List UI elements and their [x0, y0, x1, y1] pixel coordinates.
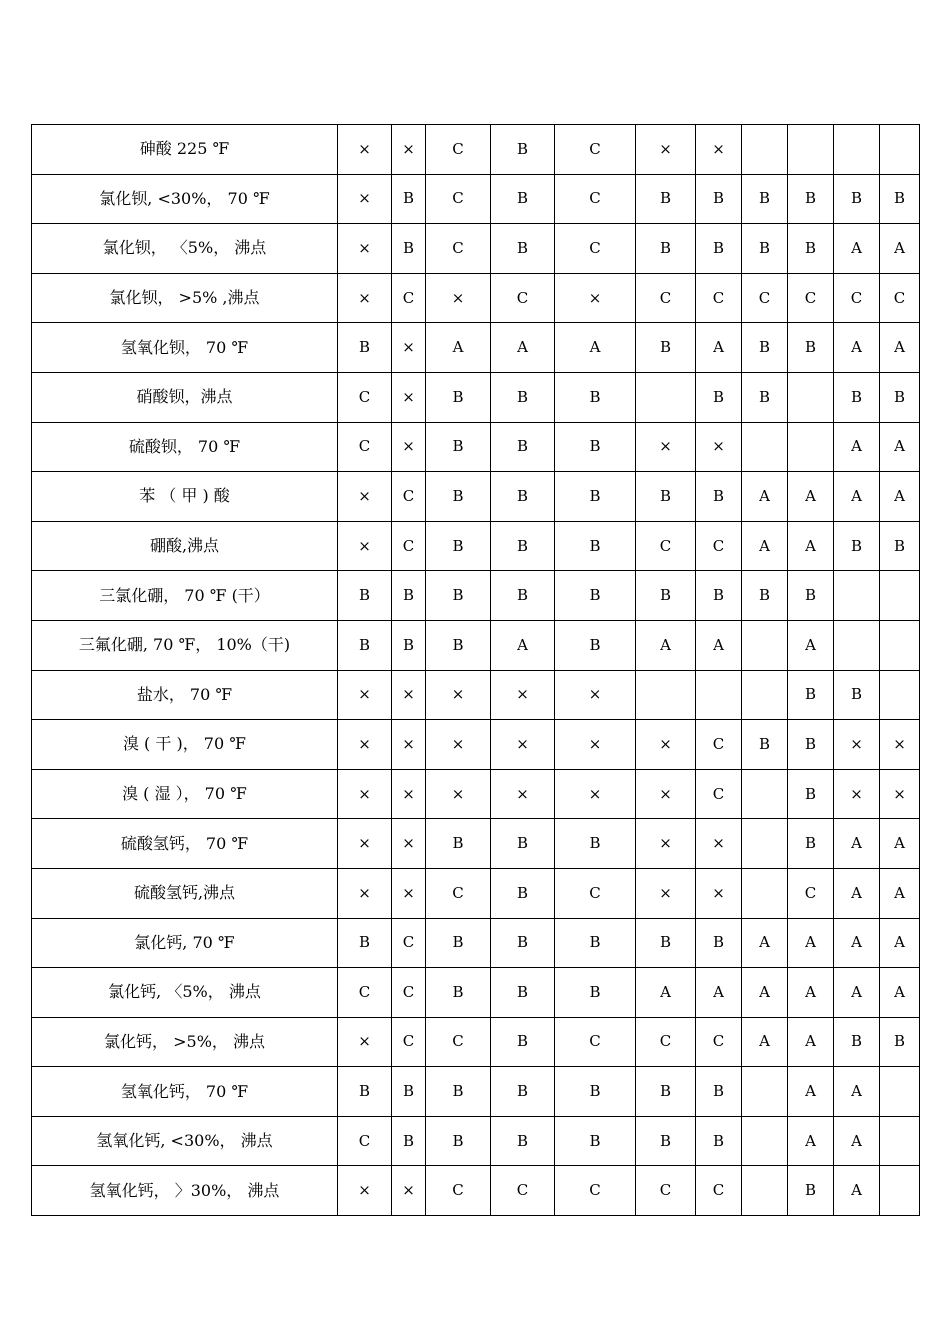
rating-cell	[742, 125, 788, 175]
rating-cell: C	[338, 1116, 392, 1166]
table-row	[32, 868, 920, 918]
rating-cell: B	[491, 1116, 555, 1166]
rating-cell: B	[426, 472, 491, 522]
rating-cell: B	[636, 323, 696, 373]
chemical-name-cell: 氢氧化钙, <30%， 沸点	[32, 1116, 338, 1166]
rating-cell: ×	[555, 273, 636, 323]
rating-cell: A	[491, 620, 555, 670]
rating-cell: B	[696, 918, 742, 968]
rating-cell: ×	[426, 670, 491, 720]
rating-cell: B	[555, 918, 636, 968]
rating-cell: ×	[636, 720, 696, 770]
rating-cell: C	[491, 1166, 555, 1216]
rating-cell	[742, 1116, 788, 1166]
rating-cell: B	[880, 521, 920, 571]
rating-cell: A	[834, 422, 880, 472]
rating-cell: B	[392, 620, 426, 670]
chemical-name-cell: 溴 ( 湿 ）， 70 ℉	[32, 769, 338, 819]
rating-cell: ×	[426, 769, 491, 819]
rating-cell	[742, 1067, 788, 1117]
rating-cell: A	[834, 918, 880, 968]
rating-cell: B	[555, 1067, 636, 1117]
rating-cell: B	[636, 224, 696, 274]
rating-cell: B	[636, 174, 696, 224]
rating-cell: B	[491, 1067, 555, 1117]
rating-cell: ×	[338, 1017, 392, 1067]
rating-cell: ×	[392, 868, 426, 918]
rating-cell: ×	[636, 125, 696, 175]
rating-cell	[880, 1067, 920, 1117]
rating-cell: B	[788, 819, 834, 869]
rating-cell: B	[555, 571, 636, 621]
rating-cell: ×	[392, 819, 426, 869]
chemical-name-cell: 氯化钙, 〈5%， 沸点	[32, 968, 338, 1018]
rating-cell	[742, 868, 788, 918]
rating-cell: ×	[696, 125, 742, 175]
rating-cell	[742, 819, 788, 869]
table-row	[32, 1067, 920, 1117]
rating-cell: A	[555, 323, 636, 373]
rating-cell: B	[491, 819, 555, 869]
chemical-name-cell: 硫酸钡， 70 ℉	[32, 422, 338, 472]
rating-cell	[788, 125, 834, 175]
rating-cell: B	[696, 571, 742, 621]
rating-cell	[742, 769, 788, 819]
rating-cell: ×	[426, 273, 491, 323]
rating-cell: ×	[880, 720, 920, 770]
rating-cell: B	[636, 1116, 696, 1166]
rating-cell: ×	[392, 323, 426, 373]
table-row	[32, 670, 920, 720]
table-row	[32, 323, 920, 373]
rating-cell: C	[555, 868, 636, 918]
rating-cell: B	[880, 372, 920, 422]
rating-cell: B	[636, 918, 696, 968]
rating-cell: A	[834, 323, 880, 373]
rating-cell: C	[636, 1166, 696, 1216]
rating-cell: B	[788, 769, 834, 819]
rating-cell: A	[742, 1017, 788, 1067]
rating-cell: B	[491, 1017, 555, 1067]
rating-cell	[880, 1116, 920, 1166]
rating-cell: B	[696, 1116, 742, 1166]
rating-cell: B	[491, 868, 555, 918]
rating-cell	[788, 372, 834, 422]
rating-cell: A	[696, 323, 742, 373]
chemical-name-cell: 硼酸,沸点	[32, 521, 338, 571]
rating-cell: B	[491, 174, 555, 224]
rating-cell: A	[788, 1116, 834, 1166]
rating-cell: ×	[392, 670, 426, 720]
rating-cell: B	[880, 174, 920, 224]
rating-cell: B	[636, 571, 696, 621]
rating-cell	[834, 125, 880, 175]
rating-cell: B	[491, 125, 555, 175]
rating-cell: ×	[555, 670, 636, 720]
rating-cell: B	[426, 819, 491, 869]
rating-cell: A	[636, 620, 696, 670]
rating-cell: ×	[392, 422, 426, 472]
rating-cell	[742, 1166, 788, 1216]
rating-cell: B	[742, 720, 788, 770]
rating-cell: A	[834, 224, 880, 274]
rating-cell: B	[338, 323, 392, 373]
rating-cell: C	[392, 521, 426, 571]
rating-cell	[742, 422, 788, 472]
rating-cell: B	[742, 323, 788, 373]
rating-cell: A	[788, 620, 834, 670]
rating-cell: C	[555, 1166, 636, 1216]
rating-cell: C	[696, 273, 742, 323]
rating-cell: C	[338, 968, 392, 1018]
rating-cell: A	[426, 323, 491, 373]
rating-cell: A	[636, 968, 696, 1018]
rating-cell: A	[788, 521, 834, 571]
rating-cell: B	[880, 1017, 920, 1067]
rating-cell: A	[880, 472, 920, 522]
rating-cell: ×	[696, 422, 742, 472]
chemical-name-cell: 氯化钡, <30%， 70 ℉	[32, 174, 338, 224]
rating-cell: B	[392, 1067, 426, 1117]
table-row	[32, 918, 920, 968]
rating-cell: ×	[834, 720, 880, 770]
rating-cell: ×	[426, 720, 491, 770]
rating-cell: ×	[338, 670, 392, 720]
rating-cell: B	[788, 571, 834, 621]
rating-cell: C	[338, 422, 392, 472]
rating-cell	[696, 670, 742, 720]
rating-cell: ×	[636, 422, 696, 472]
chemical-name-cell: 氯化钡， 〈5%， 沸点	[32, 224, 338, 274]
rating-cell: B	[338, 1067, 392, 1117]
rating-cell: A	[742, 918, 788, 968]
table-row	[32, 372, 920, 422]
rating-cell: ×	[338, 868, 392, 918]
rating-cell: ×	[696, 819, 742, 869]
rating-cell: B	[338, 571, 392, 621]
table-row	[32, 720, 920, 770]
rating-cell: C	[392, 1017, 426, 1067]
rating-cell: B	[834, 670, 880, 720]
chemical-name-cell: 硫酸氢钙,沸点	[32, 868, 338, 918]
rating-cell	[834, 571, 880, 621]
chemical-name-cell: 氯化钙, 70 ℉	[32, 918, 338, 968]
rating-cell: C	[636, 273, 696, 323]
rating-cell: B	[555, 521, 636, 571]
rating-cell: A	[880, 868, 920, 918]
rating-cell: B	[788, 323, 834, 373]
rating-cell: B	[788, 720, 834, 770]
rating-cell: B	[426, 571, 491, 621]
rating-cell: B	[834, 521, 880, 571]
rating-cell: A	[742, 472, 788, 522]
rating-cell	[788, 422, 834, 472]
rating-cell: ×	[491, 670, 555, 720]
rating-cell: C	[392, 918, 426, 968]
chemical-name-cell: 溴 ( 干 )， 70 ℉	[32, 720, 338, 770]
rating-cell: C	[426, 125, 491, 175]
rating-cell: B	[742, 372, 788, 422]
rating-cell: C	[392, 968, 426, 1018]
rating-cell: ×	[636, 819, 696, 869]
rating-cell: B	[788, 1166, 834, 1216]
rating-cell: ×	[392, 372, 426, 422]
rating-cell: B	[696, 224, 742, 274]
rating-cell: B	[491, 372, 555, 422]
rating-cell: C	[392, 472, 426, 522]
rating-cell: C	[555, 125, 636, 175]
rating-cell: C	[426, 1017, 491, 1067]
rating-cell: B	[491, 224, 555, 274]
rating-cell: B	[696, 472, 742, 522]
rating-cell: C	[636, 521, 696, 571]
chemical-name-cell: 盐水， 70 ℉	[32, 670, 338, 720]
rating-cell: A	[880, 224, 920, 274]
rating-cell: A	[491, 323, 555, 373]
rating-cell: C	[696, 1017, 742, 1067]
rating-cell: ×	[834, 769, 880, 819]
chemical-name-cell: 苯 （ 甲 ) 酸	[32, 472, 338, 522]
rating-cell: ×	[555, 769, 636, 819]
rating-cell: B	[426, 521, 491, 571]
rating-cell: B	[338, 620, 392, 670]
rating-cell: B	[426, 422, 491, 472]
rating-cell: C	[491, 273, 555, 323]
table-row	[32, 174, 920, 224]
rating-cell: C	[426, 1166, 491, 1216]
rating-cell: B	[426, 918, 491, 968]
chemical-name-cell: 硝酸钡，沸点	[32, 372, 338, 422]
rating-cell: C	[426, 868, 491, 918]
rating-cell: A	[834, 1166, 880, 1216]
table-row	[32, 273, 920, 323]
rating-cell	[636, 372, 696, 422]
rating-cell: B	[555, 620, 636, 670]
rating-cell: C	[880, 273, 920, 323]
rating-cell: ×	[338, 1166, 392, 1216]
rating-cell: ×	[338, 720, 392, 770]
rating-cell: A	[834, 472, 880, 522]
rating-cell: B	[788, 224, 834, 274]
rating-cell: ×	[392, 125, 426, 175]
rating-cell: B	[491, 521, 555, 571]
rating-cell: ×	[880, 769, 920, 819]
rating-cell: B	[636, 472, 696, 522]
rating-cell: A	[742, 521, 788, 571]
rating-cell: C	[392, 273, 426, 323]
rating-cell: A	[880, 968, 920, 1018]
rating-cell: B	[491, 968, 555, 1018]
rating-cell: C	[788, 273, 834, 323]
rating-cell: A	[788, 918, 834, 968]
rating-cell: ×	[491, 720, 555, 770]
table-row	[32, 422, 920, 472]
rating-cell: A	[742, 968, 788, 1018]
rating-cell: B	[788, 670, 834, 720]
rating-cell: B	[636, 1067, 696, 1117]
rating-cell: B	[555, 472, 636, 522]
rating-cell: A	[788, 1067, 834, 1117]
rating-cell	[880, 571, 920, 621]
table-body	[32, 125, 920, 1216]
rating-cell: A	[834, 1116, 880, 1166]
rating-cell: B	[742, 224, 788, 274]
rating-cell: A	[834, 819, 880, 869]
rating-cell: ×	[392, 769, 426, 819]
rating-cell: B	[555, 968, 636, 1018]
chemical-name-cell: 氯化钡， >5% ,沸点	[32, 273, 338, 323]
rating-cell: ×	[338, 769, 392, 819]
chemical-name-cell: 氢氧化钡， 70 ℉	[32, 323, 338, 373]
table-row	[32, 819, 920, 869]
rating-cell: ×	[338, 125, 392, 175]
rating-cell: B	[834, 174, 880, 224]
rating-cell: ×	[338, 472, 392, 522]
rating-cell: A	[880, 422, 920, 472]
rating-cell: ×	[555, 720, 636, 770]
rating-cell: A	[880, 819, 920, 869]
rating-cell: ×	[338, 224, 392, 274]
rating-cell: C	[696, 521, 742, 571]
table-row	[32, 968, 920, 1018]
rating-cell: B	[392, 571, 426, 621]
rating-cell	[880, 670, 920, 720]
chemical-name-cell: 氯化钙， >5%， 沸点	[32, 1017, 338, 1067]
chemical-name-cell: 硫酸氢钙， 70 ℉	[32, 819, 338, 869]
rating-cell: ×	[338, 521, 392, 571]
rating-cell	[880, 125, 920, 175]
rating-cell: B	[392, 174, 426, 224]
rating-cell: B	[696, 174, 742, 224]
table-row	[32, 1166, 920, 1216]
rating-cell	[880, 1166, 920, 1216]
rating-cell: C	[555, 1017, 636, 1067]
table-row	[32, 1116, 920, 1166]
rating-cell: ×	[338, 819, 392, 869]
corrosion-resistance-table	[31, 124, 920, 1216]
rating-cell: B	[742, 174, 788, 224]
rating-cell	[636, 670, 696, 720]
rating-cell: A	[834, 968, 880, 1018]
rating-cell: B	[491, 918, 555, 968]
chemical-name-cell: 三氯化硼， 70 ℉ (干）	[32, 571, 338, 621]
rating-cell: A	[834, 868, 880, 918]
rating-cell: C	[426, 224, 491, 274]
rating-cell: B	[392, 1116, 426, 1166]
table-row	[32, 125, 920, 175]
rating-cell: B	[555, 372, 636, 422]
rating-cell: B	[426, 372, 491, 422]
rating-cell: B	[426, 1116, 491, 1166]
rating-cell: A	[788, 1017, 834, 1067]
rating-cell: A	[788, 472, 834, 522]
rating-cell: B	[426, 620, 491, 670]
rating-cell: C	[696, 720, 742, 770]
rating-cell: ×	[338, 174, 392, 224]
rating-cell: B	[392, 224, 426, 274]
rating-cell: C	[426, 174, 491, 224]
rating-cell: B	[491, 571, 555, 621]
table-row	[32, 571, 920, 621]
chemical-name-cell: 砷酸 225 ℉	[32, 125, 338, 175]
chemical-name-cell: 氢氧化钙， 〉30%， 沸点	[32, 1166, 338, 1216]
rating-cell: B	[426, 968, 491, 1018]
rating-cell: B	[555, 1116, 636, 1166]
rating-cell: C	[742, 273, 788, 323]
chemical-name-cell: 三氟化硼, 70 ℉， 10%（干)	[32, 620, 338, 670]
rating-cell: B	[555, 422, 636, 472]
rating-cell: ×	[696, 868, 742, 918]
table-row	[32, 472, 920, 522]
table-row	[32, 769, 920, 819]
rating-cell: B	[426, 1067, 491, 1117]
rating-cell: ×	[338, 273, 392, 323]
rating-cell: C	[788, 868, 834, 918]
rating-cell: B	[742, 571, 788, 621]
rating-cell: B	[491, 422, 555, 472]
rating-cell	[742, 620, 788, 670]
rating-cell: ×	[392, 720, 426, 770]
table-row	[32, 521, 920, 571]
table-row	[32, 1017, 920, 1067]
rating-cell: C	[696, 1166, 742, 1216]
table-row	[32, 620, 920, 670]
rating-cell: A	[788, 968, 834, 1018]
rating-cell: C	[834, 273, 880, 323]
rating-cell: ×	[636, 868, 696, 918]
rating-cell: C	[636, 1017, 696, 1067]
table-row	[32, 224, 920, 274]
rating-cell: B	[491, 472, 555, 522]
rating-cell: C	[555, 224, 636, 274]
rating-cell: C	[696, 769, 742, 819]
rating-cell: B	[834, 1017, 880, 1067]
rating-cell: A	[696, 620, 742, 670]
rating-cell: B	[555, 819, 636, 869]
rating-cell	[880, 620, 920, 670]
rating-cell: ×	[636, 769, 696, 819]
rating-cell	[742, 670, 788, 720]
rating-cell: ×	[491, 769, 555, 819]
rating-cell: A	[880, 323, 920, 373]
rating-cell: C	[338, 372, 392, 422]
rating-cell: B	[788, 174, 834, 224]
rating-cell: C	[555, 174, 636, 224]
rating-cell: ×	[392, 1166, 426, 1216]
rating-cell: B	[696, 1067, 742, 1117]
rating-cell: B	[696, 372, 742, 422]
chemical-name-cell: 氢氧化钙， 70 ℉	[32, 1067, 338, 1117]
rating-cell: A	[834, 1067, 880, 1117]
rating-cell: B	[338, 918, 392, 968]
rating-cell	[834, 620, 880, 670]
rating-cell: A	[696, 968, 742, 1018]
rating-cell: B	[834, 372, 880, 422]
rating-cell: A	[880, 918, 920, 968]
